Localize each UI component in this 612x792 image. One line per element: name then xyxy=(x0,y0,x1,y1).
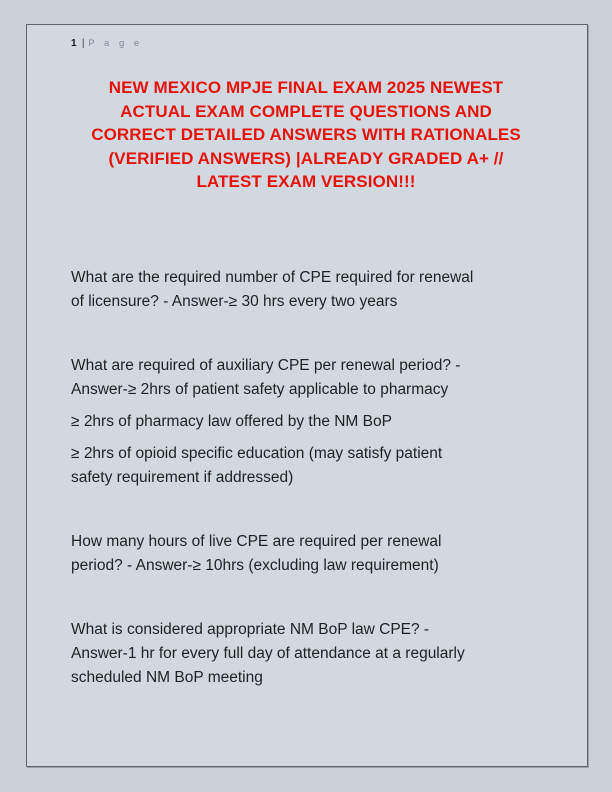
title-line: LATEST EXAM VERSION!!! xyxy=(196,172,416,191)
title-line: (VERIFIED ANSWERS) |ALREADY GRADED A+ // xyxy=(108,148,504,168)
document-title xyxy=(71,76,541,194)
page-header-separator: | xyxy=(81,38,85,49)
qa-group-2 xyxy=(71,354,541,490)
document-page xyxy=(26,24,588,767)
qa-paragraph xyxy=(71,442,541,490)
qa-text-line: of licensure? - Answer-≥ 30 hrs every two years xyxy=(71,292,398,310)
page-number: 1 xyxy=(71,38,79,49)
qa-text-line: period? - Answer-≥ 10hrs (excluding law requirement) xyxy=(71,556,439,574)
qa-text-line: Answer-≥ 2hrs of patient safety applicable to pharmacy xyxy=(71,380,449,398)
title-line: NEW MEXICO MPJE FINAL EXAM 2025 NEWEST xyxy=(108,78,504,97)
qa-text-line: Answer-1 hr for every full day of attendance at a regularly xyxy=(71,644,465,662)
qa-paragraph xyxy=(71,618,541,690)
title-line: CORRECT DETAILED ANSWERS WITH RATIONALES xyxy=(91,125,521,144)
qa-text-line: scheduled NM BoP meeting xyxy=(71,668,263,686)
qa-text-line: How many hours of live CPE are required per renewal xyxy=(71,532,442,550)
qa-text-line: safety requirement if addressed) xyxy=(71,468,294,486)
qa-text-line: ≥ 2hrs of opioid specific education (may satisfy patient xyxy=(71,444,443,462)
qa-group-3 xyxy=(71,530,541,578)
qa-paragraph xyxy=(71,410,541,434)
qa-text-line: What are required of auxiliary CPE per renewal period? - xyxy=(71,356,461,374)
page-header xyxy=(71,37,541,51)
qa-paragraph xyxy=(71,354,541,402)
qa-group-4 xyxy=(71,618,541,690)
qa-text-line: What is considered appropriate NM BoP law CPE? - xyxy=(71,620,430,638)
qa-text-line: ≥ 2hrs of pharmacy law offered by the NM BoP xyxy=(71,412,392,430)
title-line: ACTUAL EXAM COMPLETE QUESTIONS AND xyxy=(120,101,492,121)
qa-text-line: What are the required number of CPE required for renewal xyxy=(71,268,474,286)
qa-paragraph xyxy=(71,266,541,314)
page-header-label: P a g e xyxy=(88,38,143,49)
qa-body xyxy=(71,266,541,690)
qa-group-1 xyxy=(71,266,541,314)
qa-paragraph xyxy=(71,530,541,578)
